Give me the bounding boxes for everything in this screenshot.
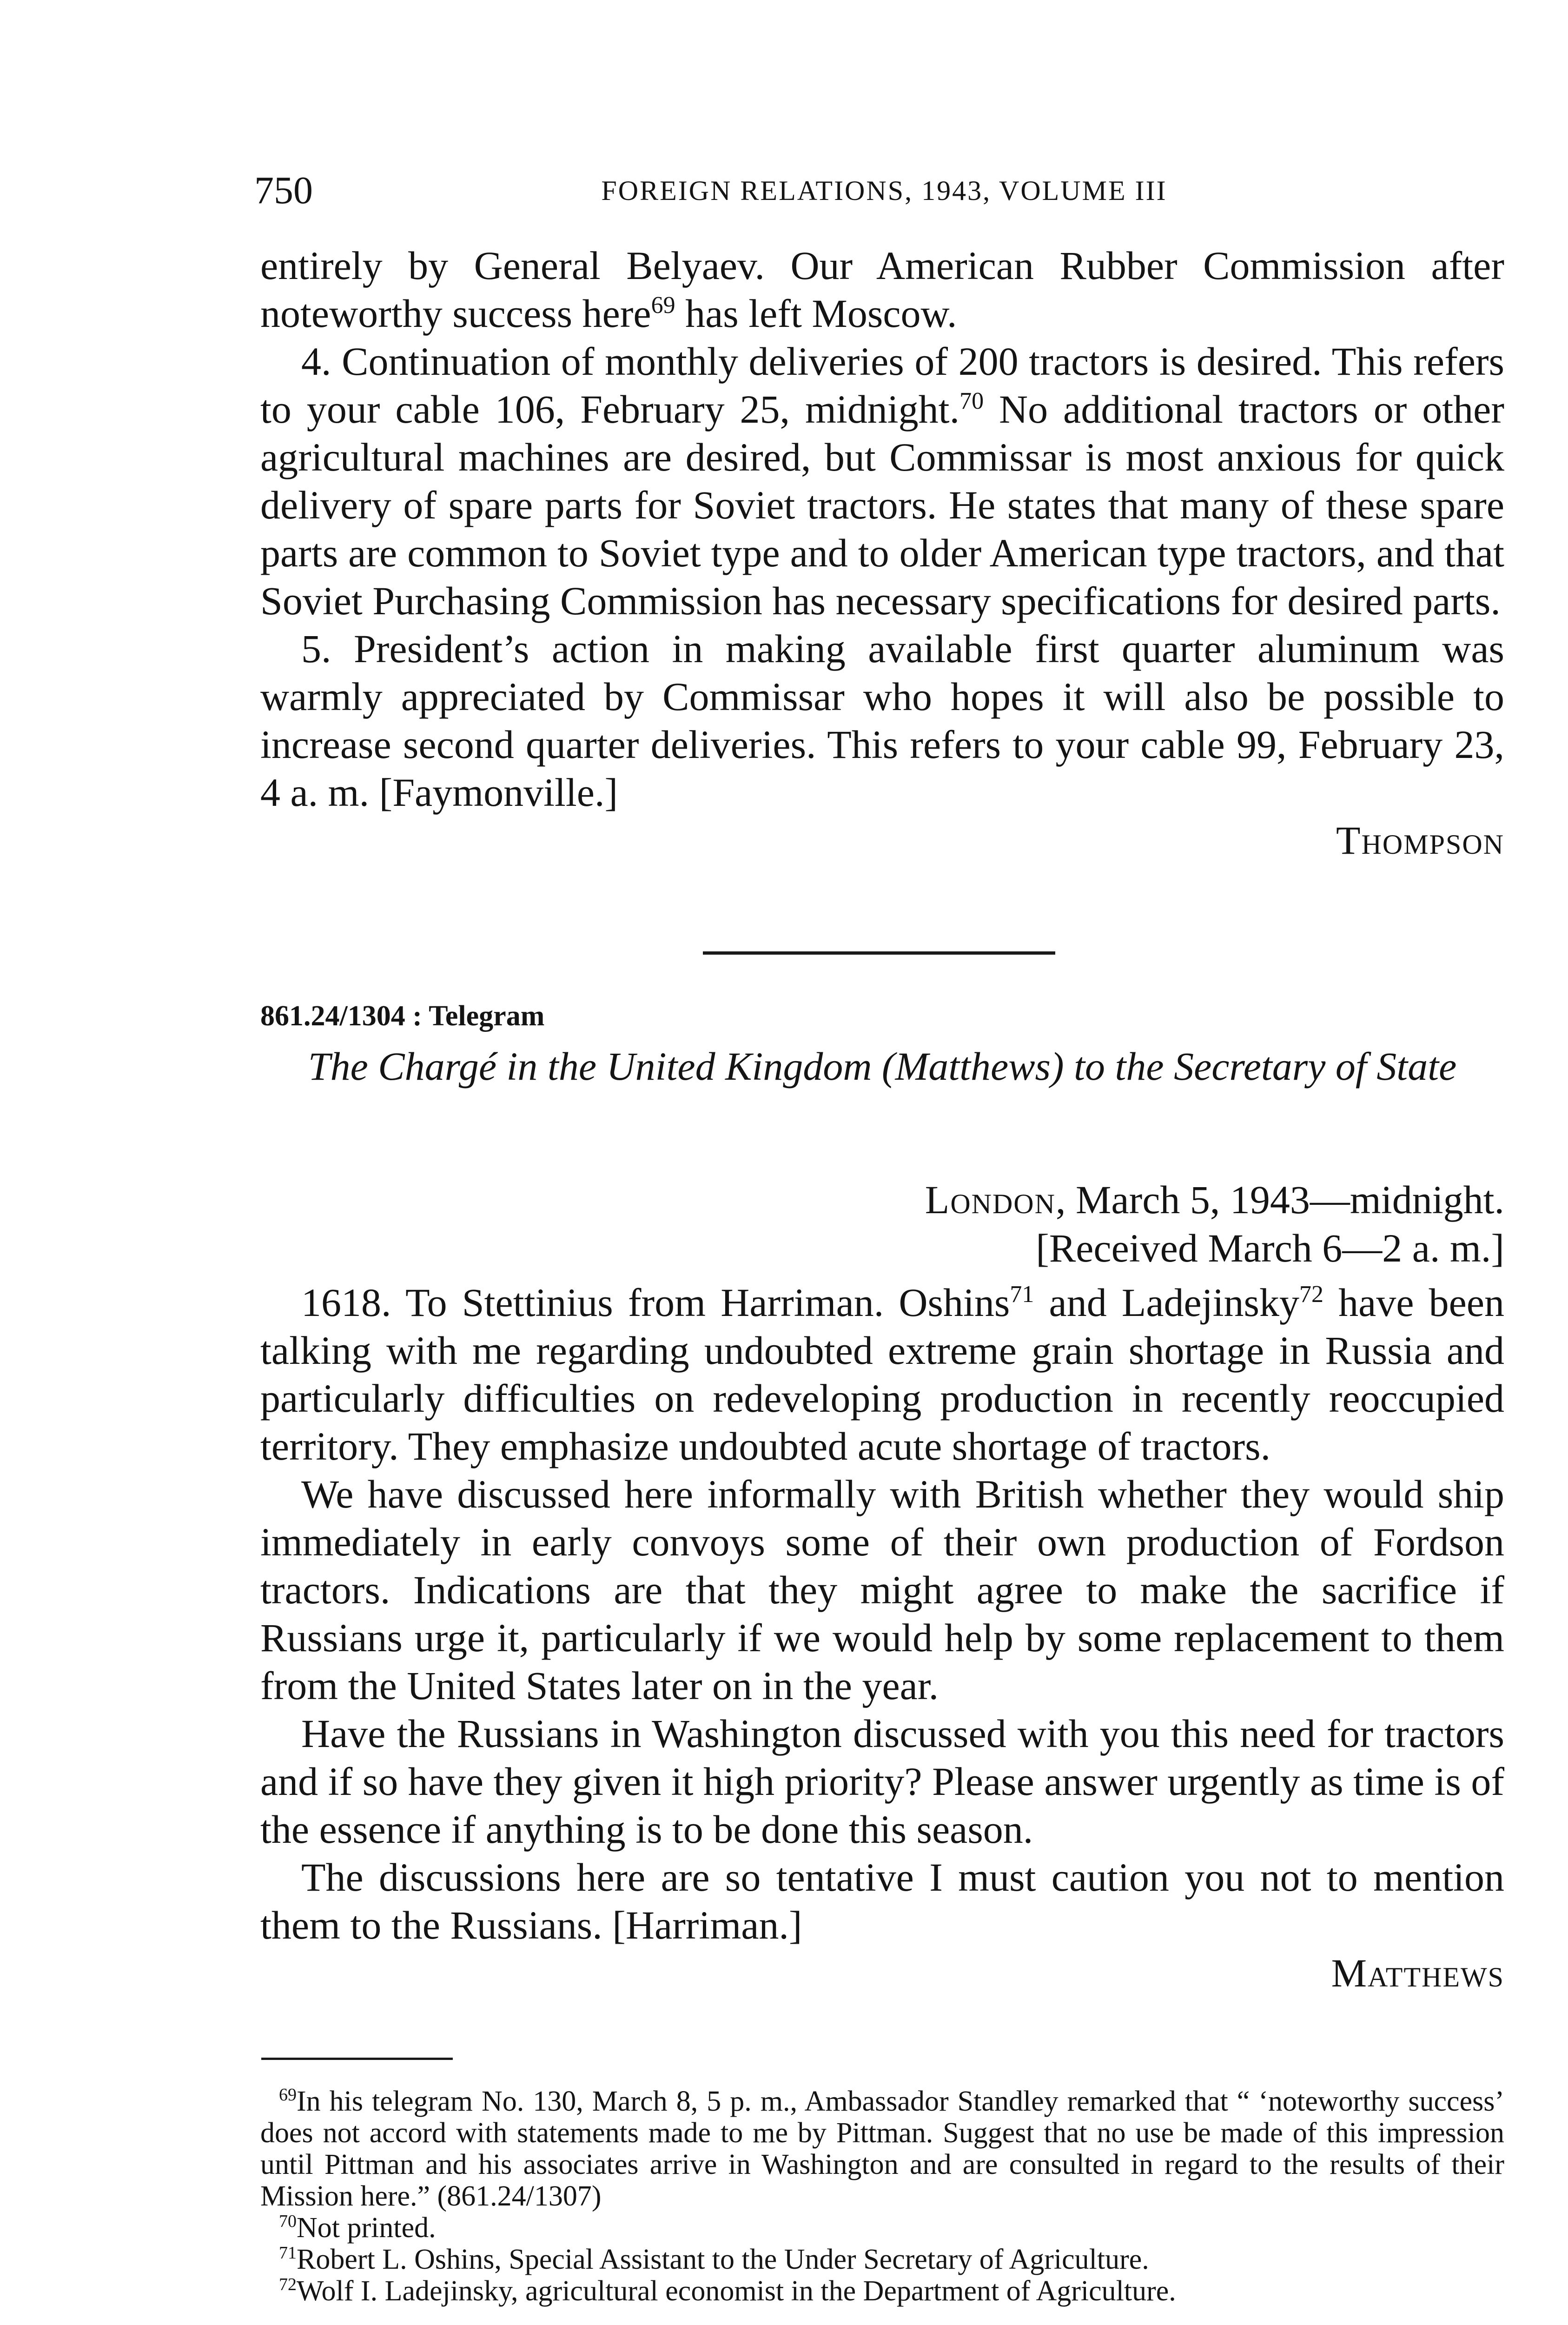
signature: Matthews xyxy=(1331,1951,1504,1995)
paragraph: 5. President’s action in making available first quarter aluminum was warmly appreciated by Commissar who hopes it will also be possible to increase second quarter deliveries. This refers to your cable 99, February 23, 4 a. m. [Faymonville.] xyxy=(260,626,1504,815)
page-number: 750 xyxy=(254,169,313,212)
running-title: FOREIGN RELATIONS, 1943, VOLUME III xyxy=(601,175,1167,206)
paragraph: Have the Russians in Washington discussed with you this need for tractors and if so have they given it high priority? Please answer urgently as time is of the essence if anything is to be done this season. xyxy=(260,1711,1504,1852)
paragraph: entirely by General Belyaev. Our American Rubber Commission after noteworthy success here$^{69}$ has left Moscow. xyxy=(260,243,1504,336)
file-reference: 861.24/1304 : Telegram xyxy=(260,1000,545,1032)
paragraph: We have discussed here informally with British whether they would ship immediately in early convoys some of their own production of Fordson tractors. Indications are that they might agree to make the sacrifice if Russians urge it, particularly if we would help by some replacement to them from the United States later on in the year. xyxy=(260,1472,1504,1708)
footnote: $^{70}$Not printed. xyxy=(279,2212,436,2244)
footnote-ref: 71 xyxy=(1010,1281,1034,1308)
paragraph: 1618. To Stettinius from Harriman. Oshins$^{71}$ and Ladejinsky$^{72}$ have been talking with me regarding undoubted extreme grain shortage in Russia and particularly difficulties on redeveloping production in recently reoccupied territory. They emphasize undoubted acute shortage of tractors. xyxy=(260,1280,1505,1468)
footnote-ref: 69 xyxy=(651,292,675,319)
document-title: The Chargé in the United Kingdom (Matthews) to the Secretary of State xyxy=(308,1044,1457,1089)
paragraph: 4. Continuation of monthly deliveries of 200 tractors is desired. This refers to your cable 106, February 25, midnight.$^{70}$ No additional tractors or other agricultural machines are desired, but Commissar is most anxious for quick delivery of spare parts for Soviet tractors. He states that many of these spare parts are common to Soviet type and to older American type tractors, and that Soviet Purchasing Commission has necessary specifications for desired parts. xyxy=(260,339,1504,623)
place-date: London, March 5, 1943—midnight. xyxy=(925,1177,1504,1222)
footnote-ref: 72 xyxy=(1299,1281,1323,1308)
signature: Thompson xyxy=(1336,818,1504,863)
paragraph: The discussions here are so tentative I must caution you not to mention them to the Russians. [Harriman.] xyxy=(260,1855,1504,1947)
footnote: $^{69}$In his telegram No. 130, March 8, 5 p. m., Ambassador Standley remarked that “ ‘noteworthy success’ does not accord with statements made to me by Pittman. Suggest that no use be made of this impression until Pittman and his associates arrive in Washington and are consulted in regard to the results of their Mission here.” (861.24/1307) xyxy=(260,2085,1504,2212)
footnote-ref: 70 xyxy=(959,388,984,414)
first-document-body xyxy=(260,242,1504,864)
footnote: $^{72}$Wolf I. Ladejinsky, agricultural economist in the Department of Agriculture. xyxy=(279,2275,1176,2307)
footnote-rule xyxy=(261,2058,453,2060)
second-document-body xyxy=(260,1279,1504,1997)
page-header xyxy=(254,163,1514,219)
received-note: [Received March 6—2 a. m.] xyxy=(1036,1226,1504,1270)
footnotes xyxy=(260,2086,1504,2307)
place: London xyxy=(925,1177,1056,1222)
document-separator xyxy=(703,951,1055,955)
dateline xyxy=(482,1176,1504,1272)
footnote: $^{71}$Robert L. Oshins, Special Assistant to the Under Secretary of Agriculture. xyxy=(279,2243,1149,2275)
